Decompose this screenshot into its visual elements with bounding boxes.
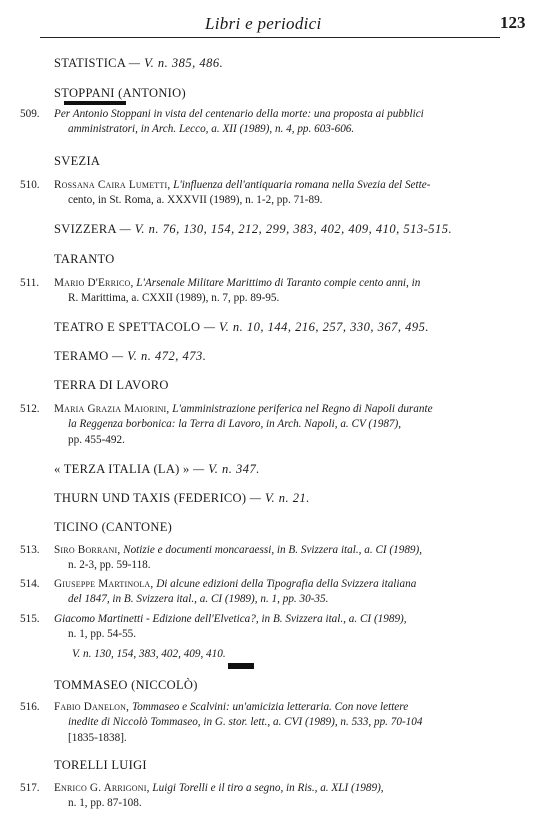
entry-text: R. Marittima, a. CXXII (1989), n. 7, pp. 89-95.: [68, 292, 280, 305]
entry-text: Luigi Torelli e il tiro a segno, in Ris., a. XLI (1989),: [152, 782, 384, 794]
entry-number: 510.: [20, 179, 40, 191]
entry-text: L'amministrazione periferica nel Regno di Napoli durante: [172, 403, 433, 415]
entry-author: Giuseppe Martinola,: [54, 578, 154, 590]
heading-stoppani: STOPPANI (ANTONIO): [54, 86, 186, 100]
entry-text: n. 2-3, pp. 59-118.: [68, 559, 151, 572]
entry-text: Di alcune edizioni della Tipografia della Svizzera italiana: [156, 578, 417, 590]
ink-smudge-mark: [64, 101, 126, 105]
ink-smudge-mark: [228, 663, 254, 669]
entry-text: la Reggenza borbonica: la Terra di Lavoro, in Arch. Napoli, a. CV (1987),: [68, 418, 402, 431]
heading-terra-di-lavoro: TERRA DI LAVORO: [54, 378, 169, 392]
entry-text: Notizie e documenti moncaraessi, in B. Svizzera ital., a. CI (1989),: [123, 544, 423, 556]
heading-ticino: TICINO (CANTONE): [54, 520, 173, 534]
entry-author: Siro Borrani,: [54, 544, 121, 556]
entry-author: Enrico G. Arrigoni,: [54, 782, 150, 794]
heading-taranto: TARANTO: [54, 252, 115, 266]
entry-number: 514.: [20, 578, 40, 590]
entry-text: del 1847, in B. Svizzera ital., a. CI (1989), n. 1, pp. 30-35.: [68, 593, 329, 606]
heading-teramo: TERAMO — V. n. 472, 473.: [54, 349, 207, 363]
entry-number: 511.: [20, 277, 40, 289]
entry-text: Giacomo Martinetti - Edizione dell'Elvetica?, in B. Svizzera ital., a. CI (1989),: [54, 613, 407, 625]
entry-text: inedite di Niccolò Tommaseo, in G. stor. lett., a. CVI (1989), n. 533, pp. 70-104: [68, 716, 423, 729]
entry-text: pp. 455-492.: [68, 433, 125, 446]
entry-text: Tommaseo e Scalvini: un'amicizia letteraria. Con nove lettere: [131, 701, 409, 713]
entry-number: 515.: [20, 613, 40, 625]
heading-teatro: TEATRO E SPETTACOLO — V. n. 10, 144, 216, 257, 330, 367, 495.: [54, 320, 429, 334]
entry-text: [1835-1838].: [68, 731, 127, 744]
entry-text: Per Antonio Stoppani in vista del centenario della morte: una proposta ai pubblici: [54, 108, 424, 120]
heading-svezia: SVEZIA: [54, 154, 101, 168]
entry-text: cento, in St. Roma, a. XXXVII (1989), n. 1-2, pp. 71-89.: [68, 194, 323, 207]
entry-author: Rossana Caira Lumetti,: [54, 179, 171, 191]
entry-text: L'Arsenale Militare Marittimo di Taranto compie cento anni, in: [136, 277, 421, 289]
heading-thurn-und-taxis: THURN UND TAXIS (FEDERICO) — V. n. 21.: [54, 491, 310, 505]
entry-text: n. 1, pp. 54-55.: [68, 628, 137, 641]
heading-svizzera: SVIZZERA — V. n. 76, 130, 154, 212, 299, 383, 402, 409, 410, 513-515.: [54, 222, 453, 236]
heading-torelli: TORELLI LUIGI: [54, 758, 147, 772]
entry-number: 516.: [20, 701, 40, 713]
entry-number: 509.: [20, 108, 40, 120]
heading-statistica: STATISTICA — V. n. 385, 486.: [54, 56, 224, 70]
entry-text: amministratori, in Arch. Lecco, a. XII (1989), n. 4, pp. 603-606.: [68, 123, 355, 136]
header-rule: [40, 37, 500, 38]
entry-author: Mario D'Errico,: [54, 277, 134, 289]
entry-text: L'influenza dell'antiquaria romana nella Svezia del Sette-: [173, 179, 431, 191]
cross-reference: V. n. 130, 154, 383, 402, 409, 410.: [72, 648, 226, 660]
entry-number: 517.: [20, 782, 40, 794]
page-number: 123: [500, 13, 526, 32]
heading-terza-italia: « TERZA ITALIA (LA) » — V. n. 347.: [54, 462, 260, 476]
entry-author: Fabio Danelon,: [54, 701, 130, 713]
entry-text: n. 1, pp. 87-108.: [68, 797, 142, 810]
heading-tommaseo: TOMMASEO (NICCOLÒ): [54, 678, 198, 692]
entry-number: 513.: [20, 544, 40, 556]
entry-number: 512.: [20, 403, 40, 415]
running-header-title: Libri e periodici: [205, 14, 322, 33]
entry-author: Maria Grazia Maiorini,: [54, 403, 170, 415]
